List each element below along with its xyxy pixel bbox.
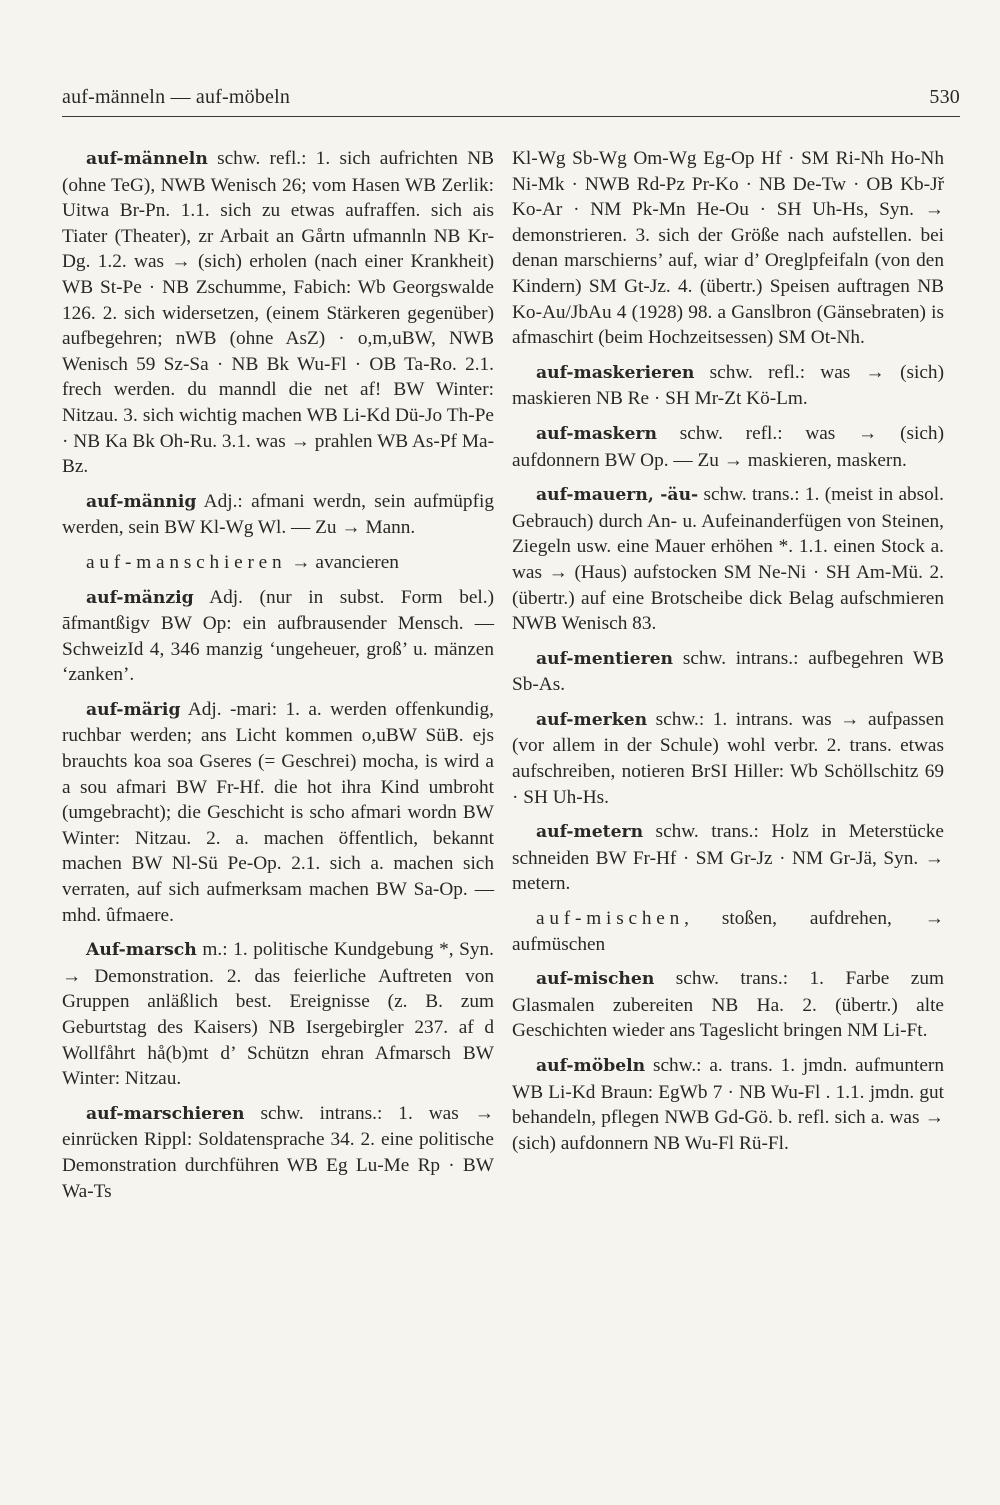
headword: auf-maskerieren — [536, 362, 695, 383]
header-rule — [62, 116, 960, 117]
entry-body: schw.: a. trans. 1. jmdn. aufmuntern WB Li-Kd Braun: EgWb 7 · NB Wu-Fl . 1.1. jmdn. gut behandeln, pflegen NWB Gd-Gö. b. refl. sich a. was → (sich) aufdonnern NB Wu-Fl Rü-Fl. — [512, 1055, 944, 1154]
entry-body: Adj. (nur in subst. Form bel.) āfmantßigv BW Op: ein aufbrausender Mensch. — SchweizId 4, 346 manzig ‘ungeheuer, groß’ u. mänzen ‘zanken’. — [62, 586, 494, 686]
dictionary-entry — [62, 585, 494, 688]
cross-reference-entry — [512, 906, 944, 957]
dictionary-entry — [512, 1053, 944, 1156]
page-number: 530 — [929, 86, 960, 108]
headword: auf-maskern — [536, 423, 657, 444]
entry-body: → avancieren — [286, 551, 399, 573]
spaced-headword: auf-manschieren — [86, 551, 287, 573]
entry-body: schw. intrans.: 1. was → einrücken Rippl: Soldatensprache 34. 2. eine politische Demonstration durchführen WB Eg Lu-Me Rp · BW Wa-Ts — [62, 1102, 494, 1202]
entry-body: Adj. -mari: 1. a. werden offenkundig, ruchbar werden; ans Licht kommen o,uBW SüB. ejs brauchts koa soa Gseres (= Geschrei) mocha, is wird a a sou afmari BW Fr-Hf. die hot ihra Kind umbroht (umgebracht); die Geschicht is scho afmari wordn BW Winter: Nitzau. 2. a. machen öffentlich, bekannt machen BW Nl-Sü Pe-Op. 2.1. sich a. machen sich verraten, auf sich aufmerksam machen BW Sa-Op. — mhd. ûfmaere. — [62, 698, 494, 926]
headword: auf-mischen — [536, 969, 655, 990]
dictionary-entry — [62, 697, 494, 928]
dictionary-entry — [512, 360, 944, 412]
headword: auf-mentieren — [536, 648, 674, 669]
dictionary-entry — [62, 146, 494, 480]
spaced-headword: auf-mischen — [536, 908, 685, 930]
dictionary-entry — [512, 482, 944, 637]
headword: auf-marschieren — [86, 1103, 245, 1124]
headword: auf-merken — [536, 709, 648, 730]
continued-entry — [512, 146, 944, 351]
headword: auf-mauern, -äu- — [536, 485, 699, 506]
dictionary-entry — [512, 421, 944, 473]
entry-body: schw. refl.: 1. sich aufrichten NB (ohne TeG), NWB Wenisch 26; vom Hasen WB Zerlik: Uitwa Br-Pn. 1.1. sich zu etwas aufraffen. sich ais Tiater (Theater), zr Arbait an Gårtn ufmannln NB Kr-Dg. 1.2. was → (sich) erholen (nach einer Krankheit) WB St-Pe · NB Zschumme, Fabich: Wb Georgswalde 126. 2. sich widersetzen, (einem Stärkeren gegenüber) aufbegehren; nWB (ohne AsZ) · o,m,uBW, NWB Wenisch 59 Sz-Sa · NB Bk Wu-Fl · OB Ta-Ro. 2.1. frech werden. du manndl die net af! BW Winter: Nitzau. 3. sich wichtig machen WB Li-Kd Dü-Jo Th-Pe · NB Ka Bk Oh-Ru. 3.1. was → prahlen WB As-Pf Ma-Bz. — [62, 148, 494, 478]
left-column — [62, 146, 494, 1213]
dictionary-entry — [62, 1101, 494, 1204]
headword: auf-möbeln — [536, 1056, 646, 1076]
cross-reference-entry — [62, 550, 494, 576]
entry-body: Adj.: afmani werdn, sein aufmüpfig werden, sein BW Kl-Wg Wl. — Zu → Mann. — [62, 490, 494, 539]
entry-body: Kl-Wg Sb-Wg Om-Wg Eg-Op Hf · SM Ri-Nh Ho-Nh Ni-Mk · NWB Rd-Pz Pr-Ko · NB De-Tw · OB Kb-Jř Ko-Ar · NM Pk-Mn He-Ou · SH Uh-Hs, Syn. → demonstrieren. 3. sich der Größe nach aufstellen. bei denan marschierns’ auf, wiar d’ Oreglpfeifaln (von den Kindern) SM Gt-Jz. 4. (übertr.) Speisen auftragen NB Ko-Au/JbAu 4 (1928) 98. a Ganslbron (Gänsebraten) is afmaschirt (beim Hochzeitsessen) SM Ot-Nh. — [512, 148, 944, 349]
dictionary-entry — [62, 937, 494, 1092]
headword: auf-metern — [536, 822, 644, 843]
running-head — [62, 86, 960, 109]
dictionary-entry — [512, 646, 944, 698]
headword: auf-mänzig — [86, 587, 194, 608]
dictionary-entry — [512, 966, 944, 1044]
entry-body: schw. refl.: was → (sich) maskieren NB Re · SH Mr-Zt Kö-Lm. — [512, 361, 944, 410]
headword: auf-männeln — [86, 149, 208, 169]
entry-body: schw. intrans.: aufbegehren WB Sb-As. — [512, 647, 944, 696]
headword: auf-märig — [86, 699, 181, 720]
running-head-title: auf-männeln — auf-möbeln — [62, 86, 291, 108]
entry-body: schw. trans.: Holz in Meterstücke schneiden BW Fr-Hf · SM Gr-Jz · NM Gr-Jä, Syn. → metern. — [512, 821, 944, 895]
entry-body: schw. refl.: was → (sich) aufdonnern BW Op. — Zu → maskieren, maskern. — [512, 422, 944, 471]
dictionary-entry — [512, 707, 944, 810]
entry-body: schw.: 1. intrans. was → aufpassen (vor allem in der Schule) wohl verbr. 2. trans. etwas aufschreiben, notieren BrSI Hiller: Wb Schöllschitz 69 · SH Uh-Hs. — [512, 708, 944, 808]
right-column — [512, 146, 944, 1165]
entry-body: schw. trans.: 1. Farbe zum Glasmalen zubereiten NB Ha. 2. (übertr.) alte Geschichten wieder ans Tageslicht bringen NM Li-Ft. — [512, 968, 944, 1042]
entry-body: schw. trans.: 1. (meist in absol. Gebrauch) durch An- u. Aufeinanderfügen von Steinen, Ziegeln usw. eine Mauer erhöhen *. 1.1. einen Stock a. was → (Haus) aufstocken SM Ne-Ni · SH Am-Mü. 2. (übertr.) auf eine Brotscheibe dick Belag aufschmieren NWB Wenisch 83. — [512, 484, 944, 635]
headword: auf-männig — [86, 491, 197, 512]
entry-body: m.: 1. politische Kundgebung *, Syn. → Demonstration. 2. das feierliche Auftreten von Gruppen anläßlich best. Ereignisse (z. B. zum Geburtstag des Kaisers) NB Isergebirgler 237. af d Wollfåhrt hå(b)mt d’ Schützn ehran Afmarsch BW Winter: Nitzau. — [62, 939, 494, 1090]
dictionary-entry — [512, 819, 944, 897]
headword: Auf-marsch — [86, 940, 197, 961]
dictionary-entry — [62, 489, 494, 541]
entry-body: , stoßen, aufdrehen, → aufmüschen — [512, 908, 944, 955]
